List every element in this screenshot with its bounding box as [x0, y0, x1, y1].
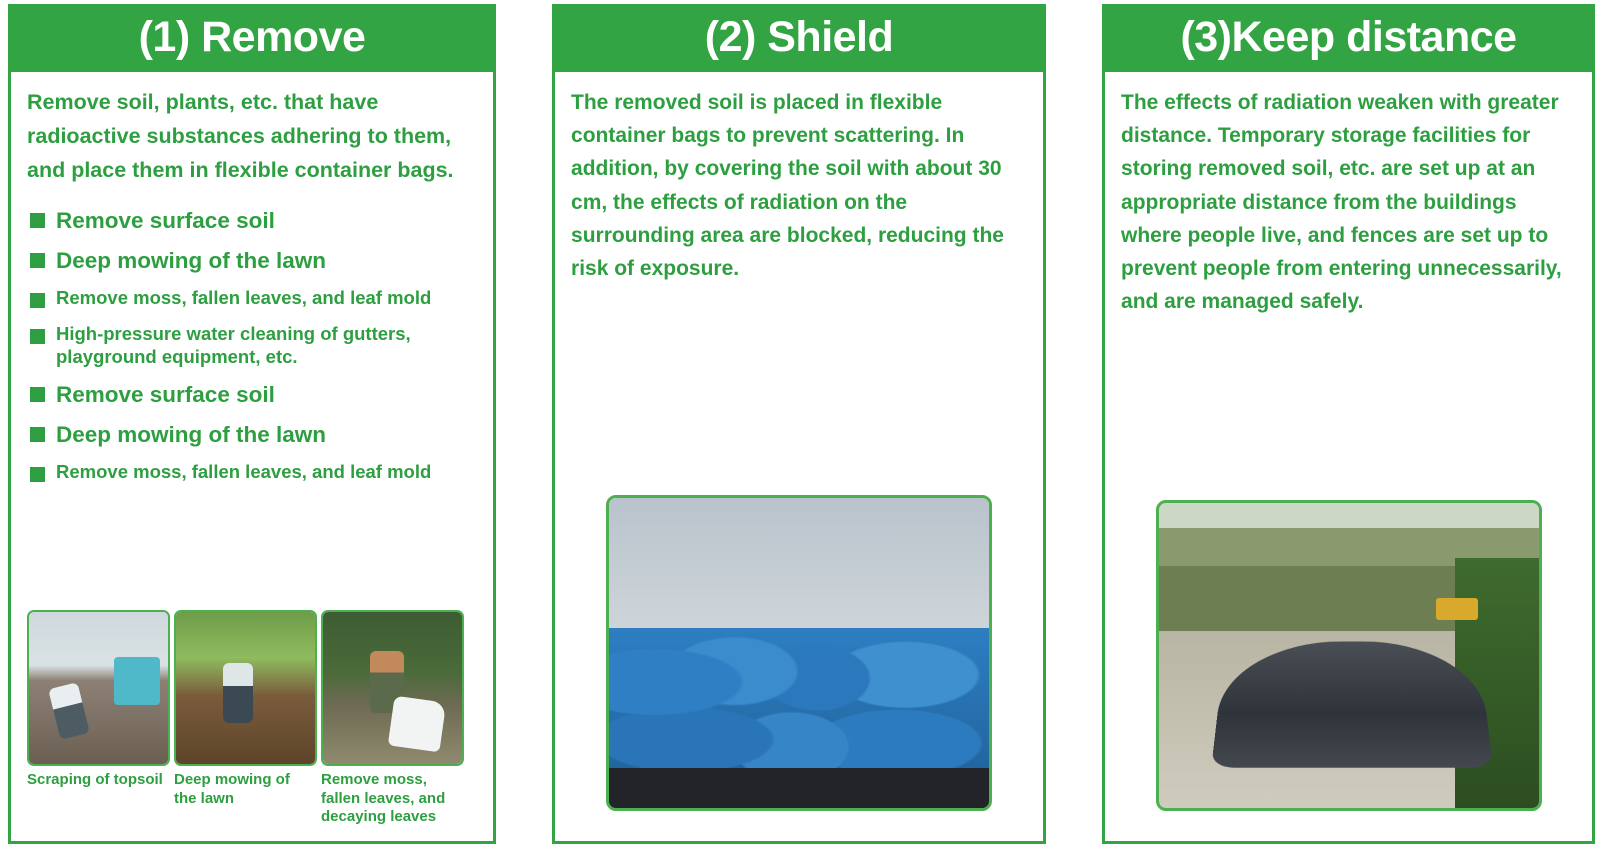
photo-deep-mowing [174, 610, 317, 766]
panel-body-keep-distance [1105, 72, 1592, 841]
photo-column [27, 610, 166, 827]
panel-intro-keep-distance: The effects of radiation weaken with greater distance. Temporary storage facilities for storing removed soil, etc. are set up at an appropriate distance from the buildings where people live, and fences are set up to prevent people from entering unnecessarily, and are managed safely. [1121, 91, 1562, 314]
square-bullet-icon [30, 293, 45, 308]
photo-remove-moss-leaves [321, 610, 464, 766]
bullet-label: Remove surface soil [56, 382, 275, 408]
square-bullet-icon [30, 427, 45, 442]
square-bullet-icon [30, 387, 45, 402]
square-bullet-icon [30, 253, 45, 268]
photo-caption: Remove moss, fallen leaves, and decaying leaves [321, 770, 446, 826]
panel-title-shield: (2) Shield [555, 7, 1043, 72]
panel-intro-shield: The removed soil is placed in flexible container bags to prevent scattering. In addition, by covering the soil with about 30 cm, the effects of radiation on the surrounding area are blocked, reducing the risk of exposure. [571, 91, 1004, 280]
panel-title-keep-distance: (3)Keep distance [1105, 7, 1592, 72]
panel-body-remove [11, 72, 493, 841]
list-item [27, 207, 477, 234]
photo-flexible-container-bags [606, 495, 992, 811]
photo-caption: Deep mowing of the lawn [174, 770, 290, 807]
bullet-label: Remove moss, fallen leaves, and leaf mold [56, 461, 432, 483]
panel-intro-remove: Remove soil, plants, etc. that have radioactive substances adhering to them, and place them in flexible container bags. [27, 90, 454, 182]
list-item [27, 323, 477, 368]
photo-scraping-topsoil [27, 610, 170, 766]
photo-strip-remove [27, 610, 477, 833]
bullet-label: High-pressure water cleaning of gutters, playground equipment, etc. [56, 322, 411, 367]
panel-shield [552, 4, 1046, 844]
photo-column [174, 610, 313, 827]
bullet-label: Deep mowing of the lawn [56, 422, 327, 448]
square-bullet-icon [30, 329, 45, 344]
list-item [27, 247, 477, 274]
bullet-label: Remove surface soil [56, 208, 275, 234]
list-item [27, 287, 477, 310]
list-item [27, 381, 477, 408]
panel-title-remove: (1) Remove [11, 7, 493, 72]
square-bullet-icon [30, 213, 45, 228]
panel-body-shield [555, 72, 1043, 841]
photo-caption: Scraping of topsoil [27, 770, 163, 788]
list-item [27, 421, 477, 448]
panel-remove [8, 4, 496, 844]
photo-column [321, 610, 460, 827]
bullet-list-remove [27, 207, 477, 496]
panel-keep-distance [1102, 4, 1595, 844]
square-bullet-icon [30, 467, 45, 482]
bullet-label: Remove moss, fallen leaves, and leaf mold [56, 287, 432, 309]
list-item [27, 461, 477, 484]
bullet-label: Deep mowing of the lawn [56, 248, 327, 274]
photo-temporary-storage-site [1156, 500, 1542, 811]
